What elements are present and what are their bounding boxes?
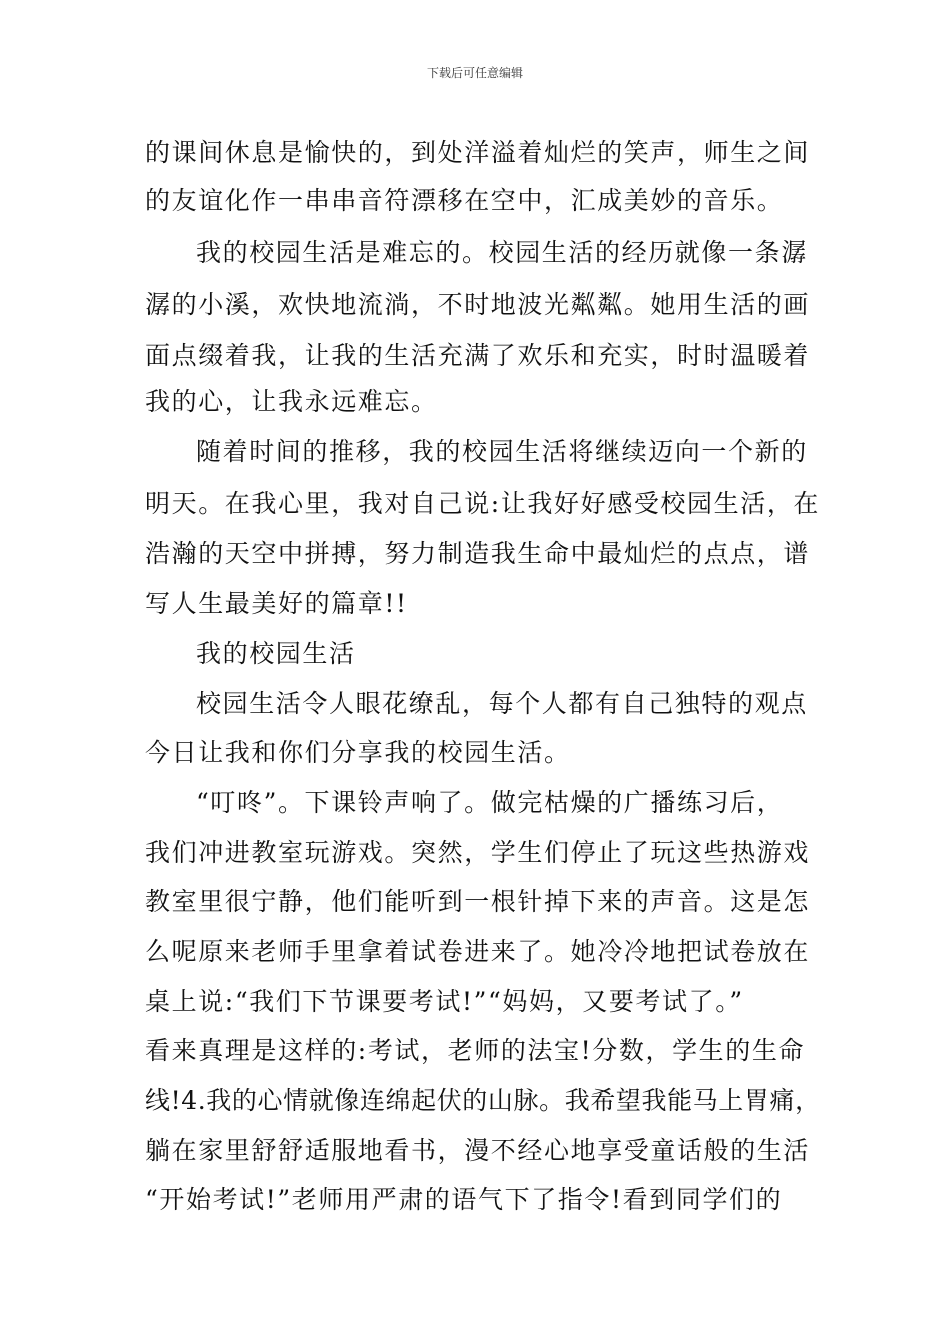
section-heading: 我的校园生活 [196,639,356,668]
text-line: “叮咚”。下课铃声响了。做完枯燥的广播练习后， [196,788,784,817]
text-line: 的友谊化作一串串音符漂移在空中，汇成美妙的音乐。 [145,186,784,215]
text-line: 桌上说:“我们下节课要考试!”“妈妈，又要考试了。” [145,987,744,1016]
text-line: 我们冲进教室玩游戏。突然，学生们停止了玩这些热游戏 [145,838,811,867]
text-line: 躺在家里舒舒适服地看书，漫不经心地享受童话般的生活 [145,1136,811,1165]
text-line: 随着时间的推移，我的校园生活将继续迈向一个新的 [196,437,808,466]
text-line: 写人生最美好的篇章!! [145,589,408,618]
text-line: 我的校园生活是难忘的。校园生活的经历就像一条潺 [196,238,808,267]
text-line: 的课间休息是愉快的，到处洋溢着灿烂的笑声，师生之间 [145,138,811,167]
text-line: 我的心，让我永远难忘。 [145,387,438,416]
text-line: 今日让我和你们分享我的校园生活。 [145,738,571,767]
text-line: 潺的小溪，欢快地流淌，不时地波光粼粼。她用生活的画 [145,290,811,319]
text-line: 线!4.我的心情就像连绵起伏的山脉。我希望我能马上胃痛， [145,1086,821,1115]
text-line: 浩瀚的天空中拼搏，努力制造我生命中最灿烂的点点，谱 [145,539,811,568]
text-line: 教室里很宁静，他们能听到一根针掉下来的声音。这是怎 [145,887,811,916]
page-header: 下载后可任意编辑 [426,66,523,80]
text-line: 明天。在我心里，我对自己说:让我好好感受校园生活，在 [145,489,821,518]
text-line: “开始考试!”老师用严肃的语气下了指令!看到同学们的 [145,1185,783,1214]
text-line: 校园生活令人眼花缭乱，每个人都有自己独特的观点 [196,689,808,718]
text-line: 看来真理是这样的:考试，老师的法宝!分数，学生的生命 [145,1036,806,1065]
text-line: 么呢原来老师手里拿着试卷进来了。她冷冷地把试卷放在 [145,937,811,966]
text-line: 面点缀着我，让我的生活充满了欢乐和充实，时时温暖着 [145,341,811,370]
